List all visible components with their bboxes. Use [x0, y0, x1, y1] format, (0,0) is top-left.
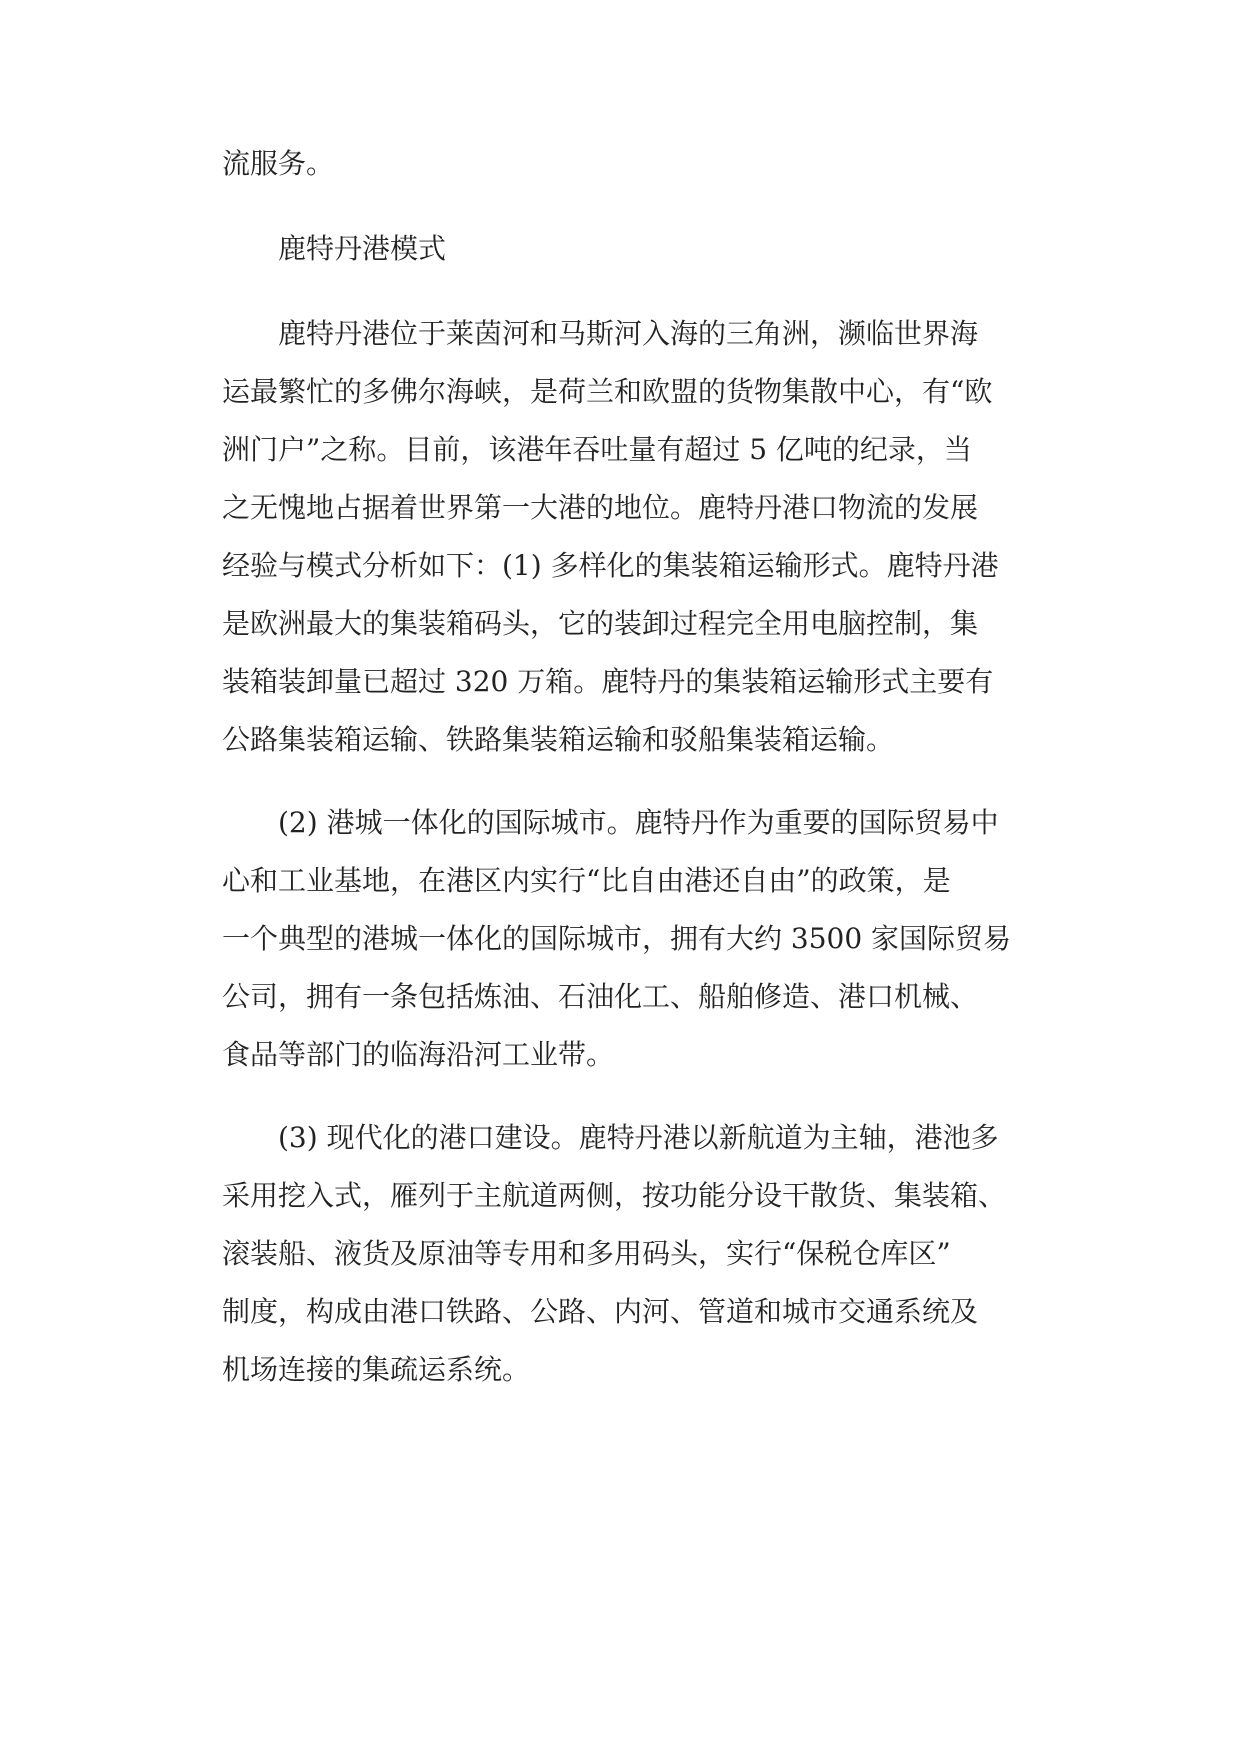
text-line: 一个典型的港城一体化的国际城市，拥有大约 3500 家国际贸易 — [222, 922, 1012, 955]
text-line: 食品等部门的临海沿河工业带。 — [222, 1038, 615, 1071]
text-line: 鹿特丹港位于莱茵河和马斯河入海的三角洲，濒临世界海 — [278, 317, 979, 350]
text-line: 采用挖入式，雁列于主航道两侧，按功能分设干散货、集装箱、 — [222, 1179, 1007, 1212]
text-line: 心和工业基地，在港区内实行“比自由港还自由”的政策，是 — [222, 864, 951, 897]
text-line: 装箱装卸量已超过 320 万箱。鹿特丹的集装箱运输形式主要有 — [222, 665, 994, 698]
text-line: 滚装船、液货及原油等专用和多用码头，实行“保税仓库区” — [222, 1237, 951, 1270]
text-line: 是欧洲最大的集装箱码头，它的装卸过程完全用电脑控制，集 — [222, 607, 979, 640]
text-line: (3) 现代化的港口建设。鹿特丹港以新航道为主轴，港池多 — [278, 1121, 999, 1154]
text-line: 流服务。 — [222, 147, 335, 180]
section-heading: 鹿特丹港模式 — [278, 232, 447, 265]
text-line: 之无愧地占据着世界第一大港的地位。鹿特丹港口物流的发展 — [222, 491, 979, 524]
text-line: 洲门户”之称。目前，该港年吞吐量有超过 5 亿吨的纪录，当 — [222, 433, 972, 466]
text-line: 制度，构成由港口铁路、公路、内河、管道和城市交通系统及 — [222, 1295, 979, 1328]
text-line: 公路集装箱运输、铁路集装箱运输和驳船集装箱运输。 — [222, 723, 895, 756]
text-line: 经验与模式分析如下：(1) 多样化的集装箱运输形式。鹿特丹港 — [222, 549, 999, 582]
text-line: 机场连接的集疏运系统。 — [222, 1353, 531, 1386]
text-line: (2) 港城一体化的国际城市。鹿特丹作为重要的国际贸易中 — [278, 806, 999, 839]
text-line: 运最繁忙的多佛尔海峡，是荷兰和欧盟的货物集散中心，有“欧 — [222, 375, 993, 408]
text-line: 公司，拥有一条包括炼油、石油化工、船舶修造、港口机械、 — [222, 980, 979, 1013]
